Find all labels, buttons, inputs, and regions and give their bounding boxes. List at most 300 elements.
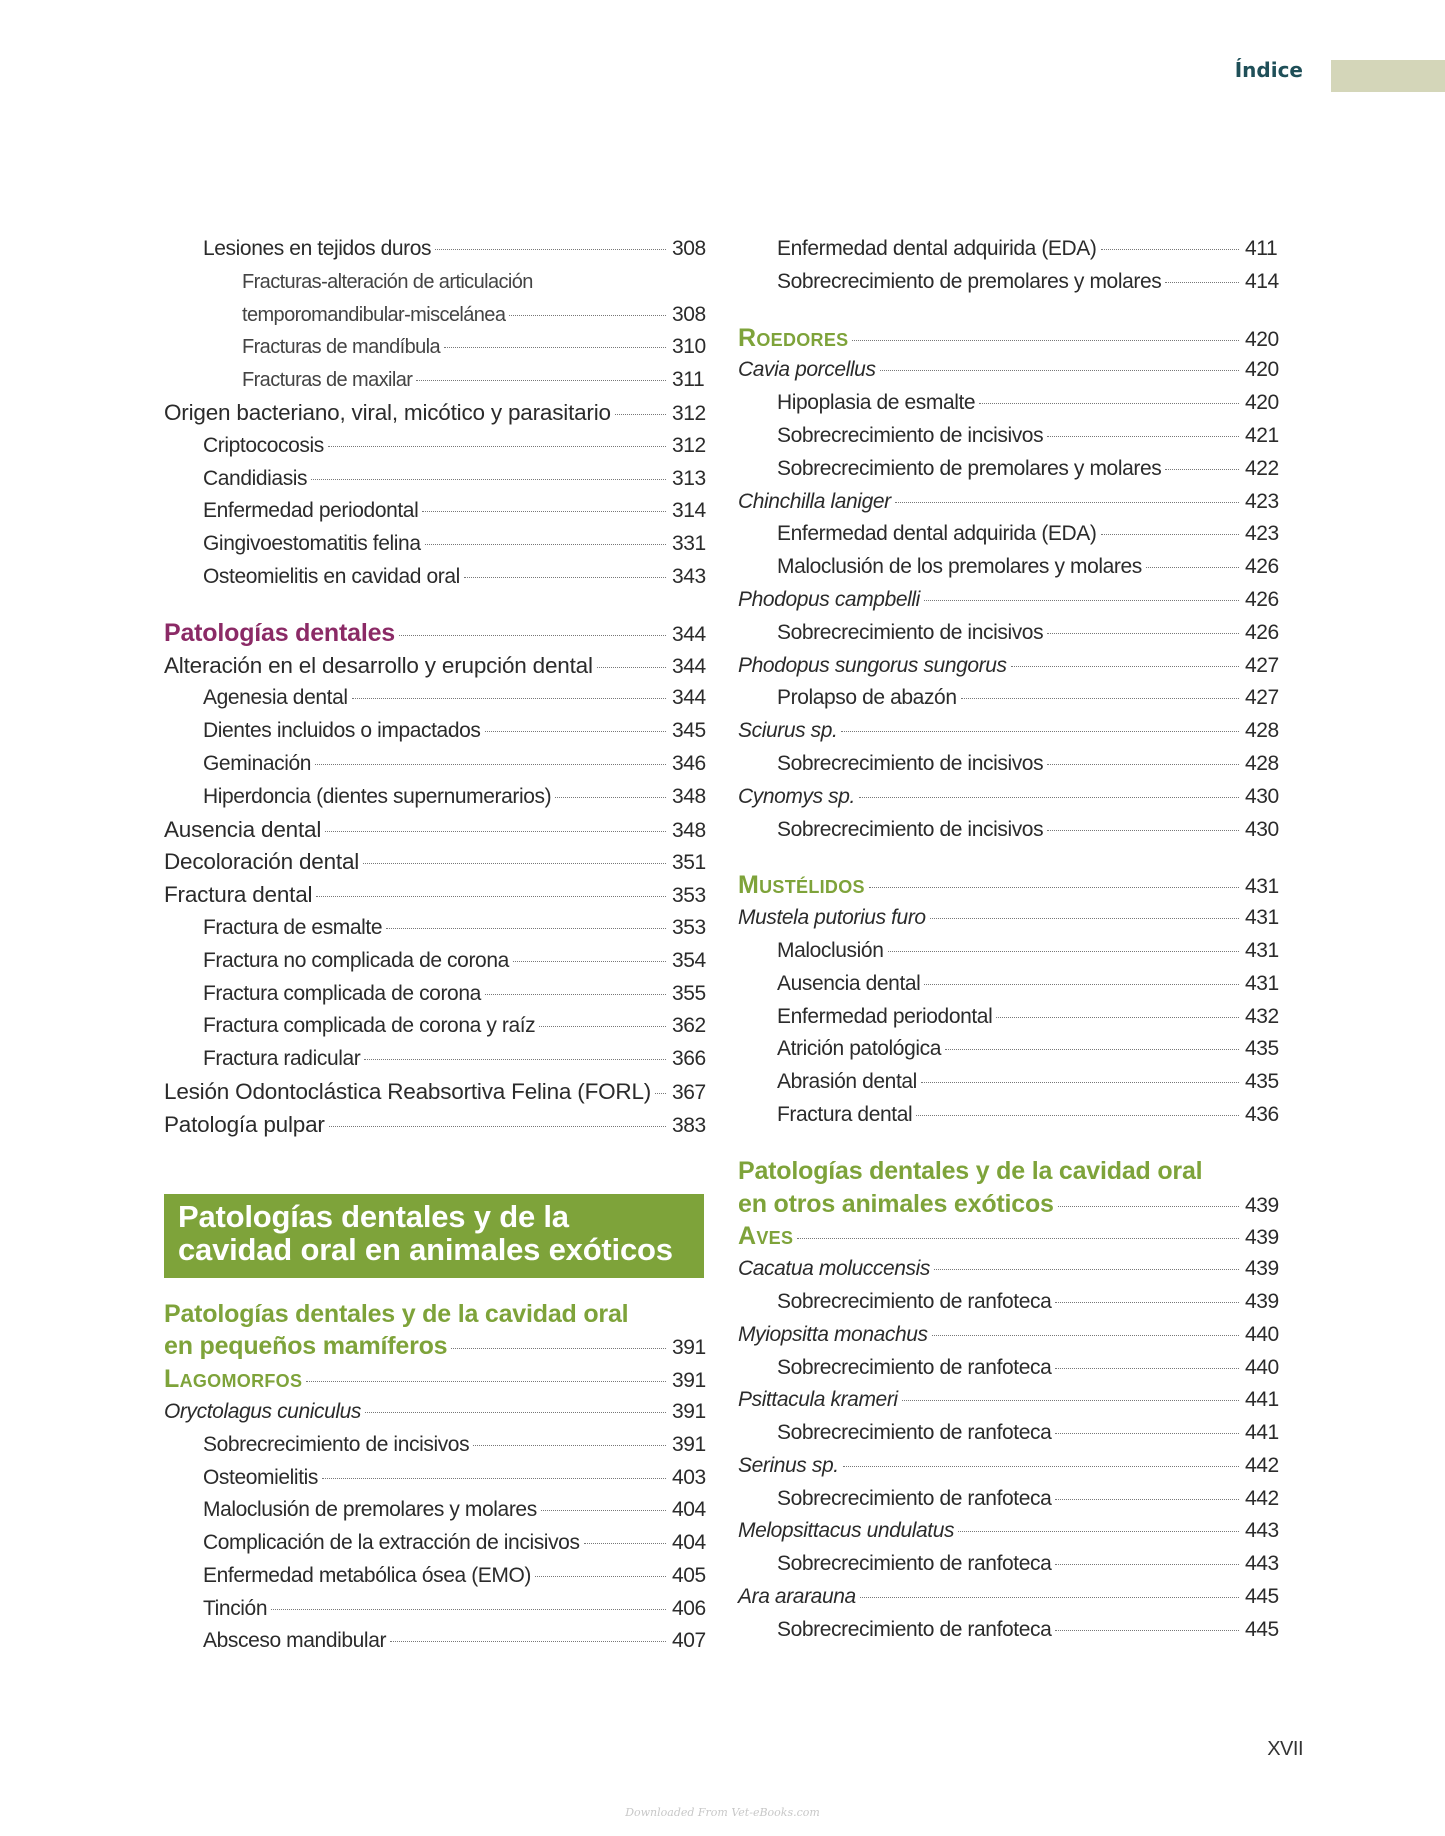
toc-entry <box>164 561 704 594</box>
dot-leader <box>363 863 666 864</box>
toc-entry-title: Fractura dental <box>777 1102 913 1126</box>
toc-entry <box>738 486 1277 519</box>
toc-entry-title: Maloclusión de premolares y molares <box>203 1498 537 1522</box>
toc-group <box>738 1155 1277 1647</box>
dot-leader <box>979 403 1239 404</box>
toc-entry <box>164 1043 704 1076</box>
toc-entry <box>164 1527 704 1560</box>
section-heading-line: Patologías dentales y de la <box>178 1198 569 1234</box>
toc-entry-title: Chinchilla laniger <box>738 489 891 513</box>
toc-entry-page: 431 <box>1245 971 1279 995</box>
toc-entry <box>164 1396 704 1429</box>
toc-entry-title: Maloclusión de los premolares y molares <box>777 555 1142 579</box>
toc-entry <box>738 814 1277 847</box>
dot-leader <box>934 1269 1239 1270</box>
toc-entry-title: en otros animales exóticos <box>738 1189 1054 1218</box>
toc-entry-page: 354 <box>672 948 706 972</box>
toc-entry-page: 343 <box>672 564 706 588</box>
dot-leader <box>1101 249 1240 250</box>
toc-entry <box>164 978 704 1011</box>
toc-entry-page: 439 <box>1245 1257 1279 1281</box>
toc-entry-page: 391 <box>672 1399 706 1423</box>
toc-entry <box>738 650 1277 683</box>
dot-leader <box>365 1412 666 1413</box>
toc-entry <box>738 1001 1277 1034</box>
toc-entry-page: 442 <box>1245 1453 1279 1477</box>
toc-entry <box>738 715 1277 748</box>
toc-entry <box>164 495 704 528</box>
toc-entry-title: Decoloración dental <box>164 849 360 875</box>
toc-entry <box>164 879 704 912</box>
toc-entry-title: Atrición patológica <box>777 1037 941 1061</box>
toc-entry-title: Fractura complicada de corona <box>203 981 481 1005</box>
toc-entry <box>164 1076 704 1109</box>
toc-entry <box>738 387 1277 420</box>
dot-leader <box>860 1597 1239 1598</box>
dot-leader <box>1058 1206 1239 1207</box>
toc-entry <box>738 682 1277 715</box>
toc-entry-page: 308 <box>672 237 706 260</box>
dot-leader <box>1165 282 1239 283</box>
toc-entry-title: Sobrecrecimiento de incisivos <box>777 423 1044 447</box>
toc-entry-page: 423 <box>1245 489 1279 513</box>
toc-entry-page: 427 <box>1245 686 1279 710</box>
toc-entry <box>164 1109 704 1142</box>
dot-leader <box>316 896 666 897</box>
toc-entry-page: 367 <box>672 1080 706 1104</box>
toc-entry <box>164 528 704 561</box>
toc-entry-page: 427 <box>1245 653 1279 677</box>
dot-leader <box>473 1445 666 1446</box>
toc-entry <box>738 748 1277 781</box>
toc-entry <box>738 453 1277 486</box>
toc-entry-page: 439 <box>1245 1193 1279 1217</box>
toc-entry <box>164 846 704 879</box>
toc-entry-title: Lesiones en tejidos duros <box>203 237 432 260</box>
toc-entry-title: Sobrecrecimiento de ranfoteca <box>777 1289 1052 1313</box>
toc-entry <box>164 233 704 266</box>
toc-entry <box>164 331 704 364</box>
toc-entry-page: 362 <box>672 1014 706 1038</box>
toc-entry <box>164 1593 704 1626</box>
toc-entry <box>164 682 704 715</box>
toc-entry-page: 383 <box>672 1113 706 1137</box>
dot-leader <box>1146 567 1239 568</box>
toc-entry-title: Patología pulpar <box>164 1111 325 1137</box>
dot-leader <box>271 1609 666 1610</box>
toc-entry <box>164 364 704 397</box>
toc-entry-page: 414 <box>1245 269 1279 293</box>
toc-entry-title: Sciurus sp. <box>738 719 838 743</box>
toc-entry-title: Origen bacteriano, viral, micótico y parasitario <box>164 399 611 425</box>
toc-entry <box>738 1066 1277 1099</box>
toc-entry-title: temporomandibular-miscelánea <box>242 303 506 326</box>
toc-entry-page: 312 <box>672 401 706 425</box>
toc-entry-page: 344 <box>672 686 706 710</box>
toc-entry-page: 445 <box>1245 1585 1279 1609</box>
toc-entry <box>164 1560 704 1593</box>
toc-entry-title: Serinus sp. <box>738 1453 839 1477</box>
toc-entry-title: Enfermedad periodontal <box>777 1004 993 1028</box>
toc-entry-title: Melopsittacus undulatus <box>738 1519 955 1543</box>
toc-entry <box>164 1625 704 1658</box>
dot-leader <box>996 1017 1239 1018</box>
dot-leader <box>615 414 666 415</box>
toc-entry-title: Geminación <box>203 751 312 775</box>
toc-entry <box>738 266 1277 299</box>
toc-entry <box>164 1494 704 1527</box>
dot-leader <box>1047 764 1239 765</box>
dot-leader <box>859 797 1239 798</box>
toc-entry <box>164 650 704 683</box>
toc-entry <box>738 617 1277 650</box>
toc-entry-page: 391 <box>672 1369 706 1393</box>
dot-leader <box>422 511 666 512</box>
dot-leader <box>464 577 666 578</box>
toc-entry-title: Sobrecrecimiento de incisivos <box>777 817 1044 841</box>
toc-entry <box>738 1450 1277 1483</box>
toc-entry-title: Gingivoestomatitis felina <box>203 532 421 556</box>
toc-group <box>164 1298 704 1659</box>
toc-entry-page: 440 <box>1245 1322 1279 1346</box>
toc-entry-page: 312 <box>672 433 706 457</box>
toc-group <box>738 233 1277 299</box>
dot-leader <box>1101 534 1240 535</box>
toc-entry-page: 441 <box>1245 1388 1279 1412</box>
toc-entry <box>164 781 704 814</box>
toc-entry-page: 411 <box>1245 237 1278 260</box>
toc-entry-page: 426 <box>1245 587 1279 611</box>
dot-leader <box>843 1466 1239 1467</box>
toc-entry-page: 420 <box>1245 391 1279 415</box>
toc-entry-title: Sobrecrecimiento de incisivos <box>777 620 1044 644</box>
dot-leader <box>930 918 1239 919</box>
toc-column-left <box>164 233 704 1658</box>
dot-leader <box>390 1641 666 1642</box>
toc-entry-title: Hiperdoncia (dientes supernumerarios) <box>203 784 552 808</box>
toc-entry <box>738 322 1277 355</box>
dot-leader <box>425 544 666 545</box>
dot-leader <box>306 1381 666 1382</box>
toc-entry-page: 422 <box>1245 456 1279 480</box>
dot-leader <box>435 249 666 250</box>
toc-entry <box>164 1363 704 1396</box>
toc-entry-title: Fractura de esmalte <box>203 915 383 939</box>
toc-entry <box>164 1330 704 1363</box>
toc-entry-title: Dientes incluidos o impactados <box>203 719 481 743</box>
toc-entry-page: 403 <box>672 1465 706 1489</box>
toc-entry-page: 435 <box>1245 1037 1279 1061</box>
toc-entry-page: 443 <box>1245 1519 1279 1543</box>
toc-entry <box>164 617 704 650</box>
dot-leader <box>655 1093 666 1094</box>
toc-entry <box>738 1099 1277 1132</box>
toc-entry <box>164 945 704 978</box>
toc-entry-page: 430 <box>1245 817 1279 841</box>
toc-entry <box>738 1614 1277 1647</box>
dot-leader <box>1055 1368 1239 1369</box>
toc-entry-title: Cacatua moluccensis <box>738 1257 930 1281</box>
toc-entry-page: 407 <box>672 1629 706 1653</box>
dot-leader <box>399 635 666 636</box>
dot-leader <box>1047 830 1239 831</box>
dot-leader <box>485 731 667 732</box>
toc-entry-title: Mustela putorius furo <box>738 906 926 930</box>
toc-entry-page: 345 <box>672 719 706 743</box>
toc-entry-page: 439 <box>1245 1289 1279 1313</box>
toc-entry-title: Abrasión dental <box>777 1070 917 1094</box>
toc-entry-title: Candidiasis <box>203 466 308 490</box>
toc-entry-title: Criptococosis <box>203 433 324 457</box>
toc-entry-page: 421 <box>1245 423 1279 447</box>
toc-entry <box>738 1581 1277 1614</box>
dot-leader <box>322 1478 666 1479</box>
toc-entry <box>164 715 704 748</box>
toc-entry-page: 355 <box>672 981 706 1005</box>
toc-entry-page: 310 <box>672 335 706 359</box>
dot-leader <box>902 1400 1239 1401</box>
toc-entry-title: Enfermedad dental adquirida (EDA) <box>777 237 1097 260</box>
toc-entry-title: Phodopus sungorus sungorus <box>738 653 1007 677</box>
toc-entry-page: 423 <box>1245 522 1279 546</box>
toc-entry-page: 351 <box>672 851 706 875</box>
toc-entry-title: Fracturas de mandíbula <box>242 336 441 359</box>
toc-entry-title: Sobrecrecimiento de ranfoteca <box>777 1552 1052 1576</box>
dot-leader <box>364 1059 666 1060</box>
toc-entry-title: Ausencia dental <box>777 971 921 995</box>
toc-entry-title: Sobrecrecimiento de ranfoteca <box>777 1486 1052 1510</box>
dot-leader <box>386 928 666 929</box>
dot-leader <box>961 698 1239 699</box>
toc-entry-title: Fractura no complicada de corona <box>203 948 509 972</box>
toc-entry-page: 441 <box>1245 1421 1279 1445</box>
dot-leader <box>1055 1630 1239 1631</box>
toc-group <box>164 233 704 594</box>
toc-entry-title: Fracturas-alteración de articulación <box>242 270 533 293</box>
toc-entry-page: 420 <box>1245 327 1279 351</box>
toc-entry-page: 366 <box>672 1047 706 1071</box>
dot-leader <box>880 370 1239 371</box>
toc-entry-page: 308 <box>672 302 706 326</box>
download-watermark: Downloaded From Vet-eBooks.com <box>625 1806 820 1819</box>
dot-leader <box>555 797 666 798</box>
toc-entry-title: Sobrecrecimiento de incisivos <box>777 751 1044 775</box>
toc-entry-title: Roedores <box>738 323 849 352</box>
toc-entry <box>738 1188 1277 1221</box>
toc-entry <box>738 1515 1277 1548</box>
dot-leader <box>797 1238 1239 1239</box>
toc-entry <box>738 869 1277 902</box>
toc-entry-page: 435 <box>1245 1070 1279 1094</box>
running-header-title: Índice <box>1234 58 1303 82</box>
toc-entry <box>164 748 704 781</box>
dot-leader <box>869 887 1239 888</box>
dot-leader <box>1011 666 1239 667</box>
toc-entry-title: Fractura radicular <box>203 1047 361 1071</box>
toc-entry-page: 311 <box>672 368 705 392</box>
dot-leader <box>535 1576 666 1577</box>
toc-entry-title: Hipoplasia de esmalte <box>777 391 976 415</box>
toc-entry <box>164 1010 704 1043</box>
toc-entry-page: 404 <box>672 1531 706 1555</box>
dot-leader <box>513 961 666 962</box>
toc-entry <box>738 518 1277 551</box>
dot-leader <box>895 502 1239 503</box>
dot-leader <box>932 1335 1239 1336</box>
toc-entry-title: Ara ararauna <box>738 1585 856 1609</box>
dot-leader <box>841 731 1239 732</box>
toc-entry <box>164 266 704 299</box>
toc-entry-title: Agenesia dental <box>203 686 348 710</box>
toc-entry <box>164 1462 704 1495</box>
dot-leader <box>509 315 666 316</box>
dot-leader <box>852 340 1239 341</box>
toc-entry-title: Enfermedad dental adquirida (EDA) <box>777 522 1097 546</box>
toc-entry-title: Complicación de la extracción de incisivos <box>203 1531 580 1555</box>
toc-entry-title: Enfermedad metabólica ósea (EMO) <box>203 1563 532 1587</box>
toc-entry-title: Tinción <box>203 1596 268 1620</box>
toc-entry-page: 420 <box>1245 358 1279 382</box>
toc-entry <box>164 814 704 847</box>
dot-leader <box>924 600 1239 601</box>
toc-entry <box>164 397 704 430</box>
toc-entry-title: Patologías dentales y de la cavidad oral <box>164 1299 629 1328</box>
toc-entry <box>738 1548 1277 1581</box>
dot-leader <box>485 994 666 995</box>
dot-leader <box>888 951 1240 952</box>
toc-entry-title: Oryctolagus cuniculus <box>164 1399 362 1423</box>
toc-entry-page: 404 <box>672 1498 706 1522</box>
dot-leader <box>329 1126 666 1127</box>
toc-entry-page: 406 <box>672 1596 706 1620</box>
toc-entry-title: Sobrecrecimiento de ranfoteca <box>777 1421 1052 1445</box>
toc-entry-page: 344 <box>672 654 706 678</box>
toc-entry <box>164 912 704 945</box>
toc-entry <box>738 1417 1277 1450</box>
toc-entry <box>738 354 1277 387</box>
toc-entry <box>738 935 1277 968</box>
toc-entry-title: Maloclusión <box>777 938 884 962</box>
dot-leader <box>451 1348 666 1349</box>
page-number: XVII <box>1267 1738 1303 1760</box>
toc-entry-page: 353 <box>672 915 706 939</box>
toc-entry <box>738 781 1277 814</box>
dot-leader <box>444 347 666 348</box>
toc-entry-title: Sobrecrecimiento de ranfoteca <box>777 1355 1052 1379</box>
toc-entry <box>164 1298 704 1331</box>
toc-entry-page: 431 <box>1245 906 1279 930</box>
dot-leader <box>539 1026 666 1027</box>
toc-entry-title: Fractura complicada de corona y raíz <box>203 1014 536 1038</box>
toc-entry-title: Alteración en el desarrollo y erupción dental <box>164 652 593 678</box>
toc-entry-page: 443 <box>1245 1552 1279 1576</box>
toc-entry <box>738 1483 1277 1516</box>
toc-entry-page: 348 <box>672 818 706 842</box>
dot-leader <box>958 1531 1239 1532</box>
toc-entry <box>738 1033 1277 1066</box>
dot-leader <box>541 1510 666 1511</box>
toc-entry-title: Mustélidos <box>738 871 865 900</box>
toc-entry-title: Lagomorfos <box>164 1365 303 1394</box>
toc-entry <box>164 1429 704 1462</box>
toc-entry <box>164 299 704 332</box>
toc-entry-title: Sobrecrecimiento de ranfoteca <box>777 1617 1052 1641</box>
toc-entry-page: 391 <box>672 1432 706 1456</box>
dot-leader <box>315 764 666 765</box>
toc-entry <box>738 968 1277 1001</box>
toc-entry <box>164 430 704 463</box>
toc-entry <box>738 1286 1277 1319</box>
toc-entry-page: 313 <box>672 466 706 490</box>
dot-leader <box>416 380 666 381</box>
toc-entry-title: en pequeños mamíferos <box>164 1332 448 1361</box>
toc-entry-page: 426 <box>1245 555 1279 579</box>
toc-entry-title: Patologías dentales y de la cavidad oral <box>738 1156 1203 1185</box>
dot-leader <box>352 698 666 699</box>
toc-entry-title: Myiopsitta monachus <box>738 1322 928 1346</box>
toc-entry-title: Phodopus campbelli <box>738 587 920 611</box>
toc-entry-page: 405 <box>672 1563 706 1587</box>
section-heading-box <box>164 1194 704 1278</box>
toc-entry <box>738 1155 1277 1188</box>
toc-entry-title: Aves <box>738 1222 794 1251</box>
toc-entry-page: 436 <box>1245 1102 1279 1126</box>
dot-leader <box>921 1082 1239 1083</box>
toc-entry-page: 432 <box>1245 1004 1279 1028</box>
toc-entry-page: 346 <box>672 751 706 775</box>
toc-entry-page: 440 <box>1245 1355 1279 1379</box>
toc-entry <box>738 233 1277 266</box>
toc-entry <box>738 1253 1277 1286</box>
toc-entry-page: 426 <box>1245 620 1279 644</box>
dot-leader <box>597 667 666 668</box>
dot-leader <box>311 479 666 480</box>
toc-entry-title: Enfermedad periodontal <box>203 499 419 523</box>
toc-entry-page: 439 <box>1245 1226 1279 1250</box>
toc-entry-title: Ausencia dental <box>164 816 322 842</box>
toc-entry <box>164 463 704 496</box>
dot-leader <box>328 446 666 447</box>
toc-entry-page: 428 <box>1245 751 1279 775</box>
toc-entry <box>738 1319 1277 1352</box>
toc-entry <box>738 420 1277 453</box>
toc-entry-title: Sobrecrecimiento de premolares y molares <box>777 456 1162 480</box>
toc-entry-page: 431 <box>1245 875 1279 899</box>
toc-entry-page: 430 <box>1245 784 1279 808</box>
toc-entry <box>738 584 1277 617</box>
dot-leader <box>1055 1433 1239 1434</box>
toc-entry-page: 314 <box>672 499 706 523</box>
dot-leader <box>1047 633 1239 634</box>
toc-entry-title: Psittacula krameri <box>738 1388 898 1412</box>
header-color-tab <box>1331 60 1445 92</box>
toc-entry-title: Osteomielitis en cavidad oral <box>203 564 460 588</box>
dot-leader <box>1055 1564 1239 1565</box>
toc-group <box>738 869 1277 1131</box>
dot-leader <box>584 1543 666 1544</box>
section-heading-line: cavidad oral en animales exóticos <box>178 1231 673 1267</box>
dot-leader <box>1165 469 1239 470</box>
toc-entry-page: 391 <box>672 1336 706 1360</box>
toc-entry <box>738 1220 1277 1253</box>
toc-entry <box>738 551 1277 584</box>
dot-leader <box>1055 1302 1239 1303</box>
toc-entry-page: 353 <box>672 884 706 908</box>
toc-entry-page: 348 <box>672 784 706 808</box>
toc-entry-page: 445 <box>1245 1617 1279 1641</box>
toc-entry-page: 331 <box>672 532 706 556</box>
toc-entry-title: Absceso mandibular <box>203 1629 387 1653</box>
